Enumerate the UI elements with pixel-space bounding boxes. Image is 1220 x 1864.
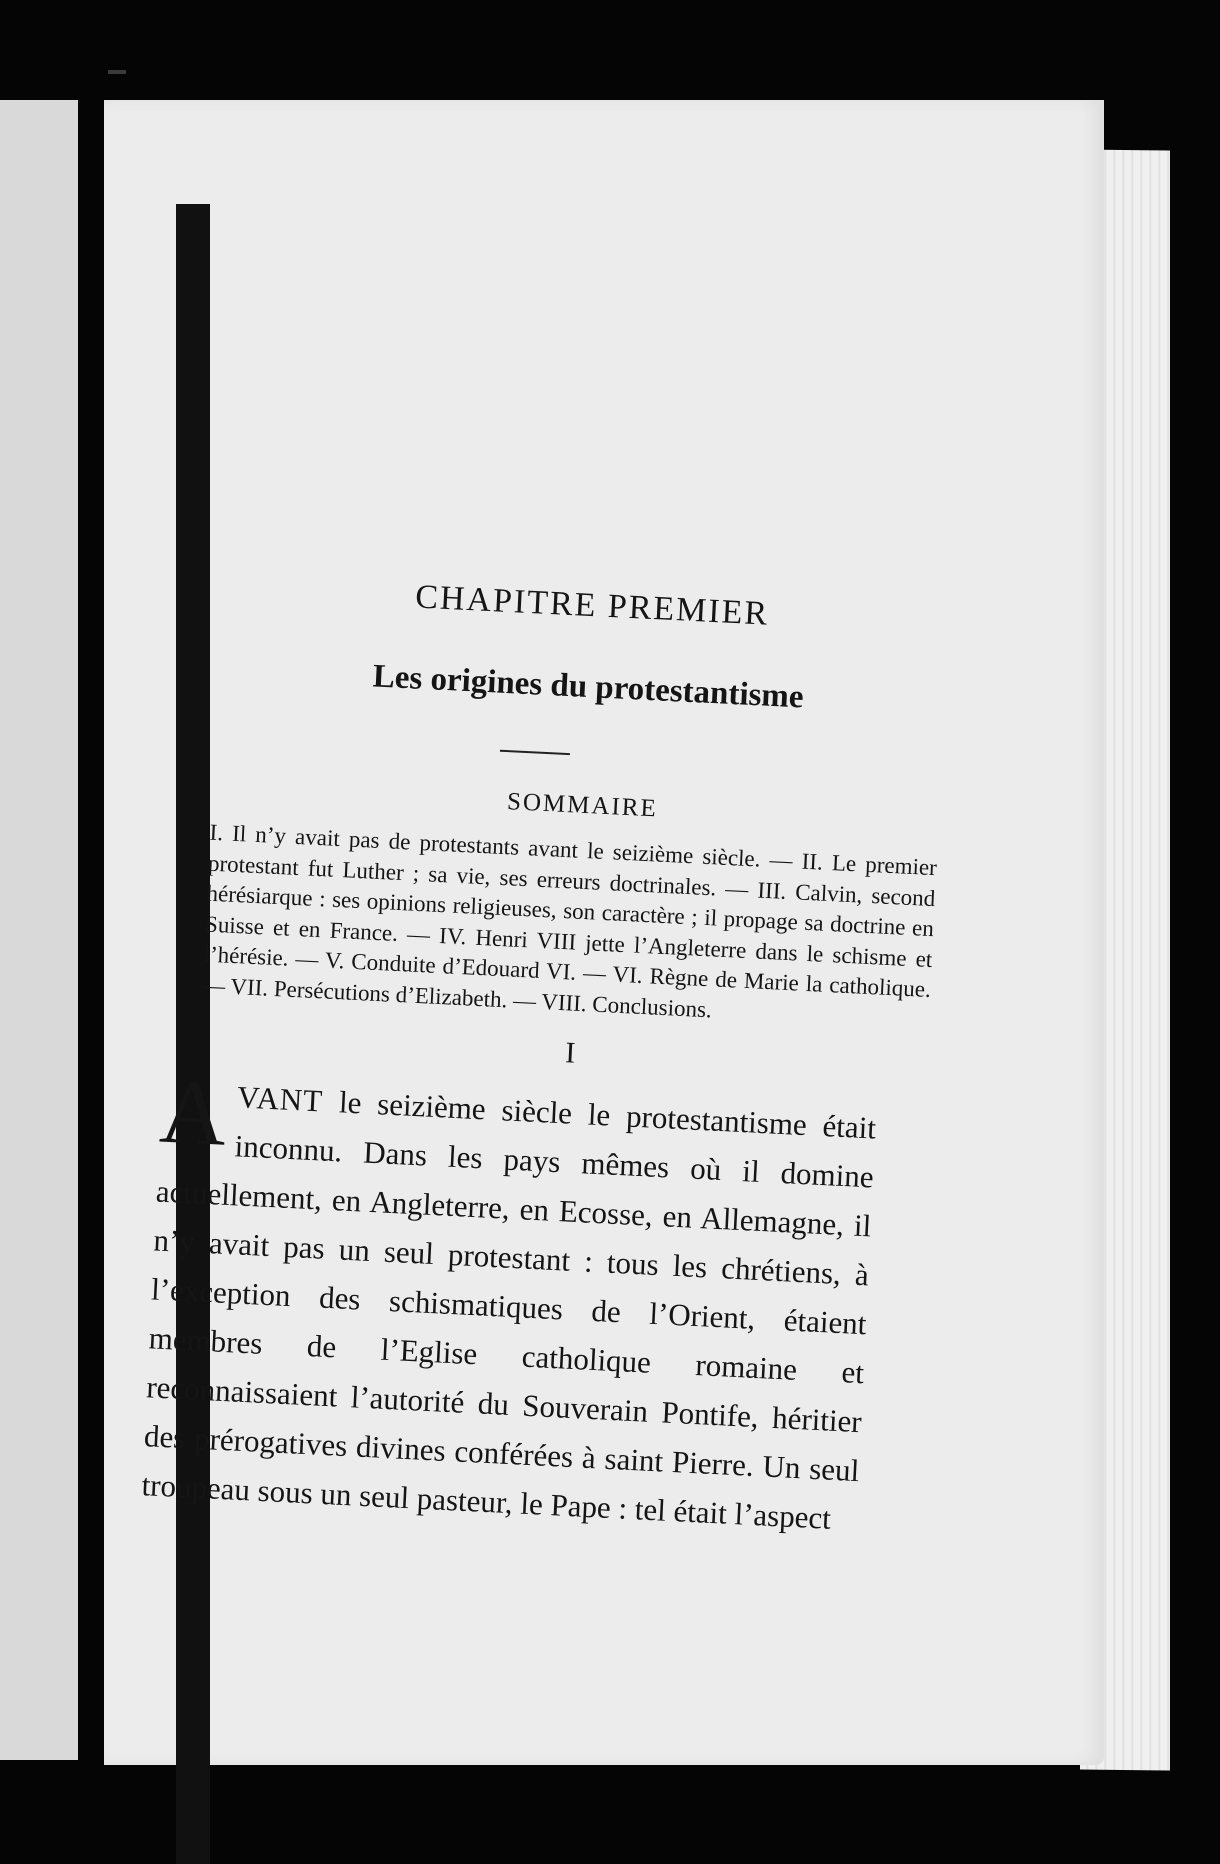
book-page — [104, 100, 1104, 1765]
body-paragraph — [140, 1059, 878, 1544]
drop-cap: A — [157, 1059, 229, 1165]
summary-heading: SOMMAIRE — [506, 788, 659, 823]
section-number: I — [564, 1036, 577, 1070]
chapter-heading: CHAPITRE PREMIER — [414, 578, 770, 633]
summary-text: I. Il n’y avait pas de protestants avant le seizième siècle. — II. Le premier protestant fut Luther ; sa vie, ses erreurs doctrinales. — III. Calvin, second hérésiarque : ses opinions religieuses, son caractère ; il propage sa doctrine en Suisse et en France. — IV. Henri VIII jette l’Angleterre dans le schisme et l’hérésie. — V. Conduite d’Edouard VI. — VI. Règne de Marie la catholique. — VII. Persécutions d’Elizabeth. — VIII. Conclusions. — [201, 819, 938, 1022]
opening-smallcaps: VANT — [236, 1079, 325, 1119]
left-page-edge — [0, 100, 78, 1760]
chapter-title: Les origines du protestantisme — [371, 658, 805, 716]
page-content — [93, 455, 943, 1546]
paragraph-text: le seizième siècle le protestantisme était inconnu. Dans les pays mêmes où il domine actuellement, en Angleterre, en Ecosse, en Allemagne, il n’y avait pas un seul protestant : tous les chrétiens, à l’exception des schismatiques de l’Orient, étaient membres de l’Eglise catholique romaine et reconnaissaient l’autorité du Souverain Pontife, héritier des prérogatives divines conférées à saint Pierre. Un seul troupeau sous un seul pasteur, le Pape : tel était l’aspect — [140, 1083, 877, 1536]
scan-artifact — [108, 70, 126, 74]
title-rule — [500, 750, 570, 755]
